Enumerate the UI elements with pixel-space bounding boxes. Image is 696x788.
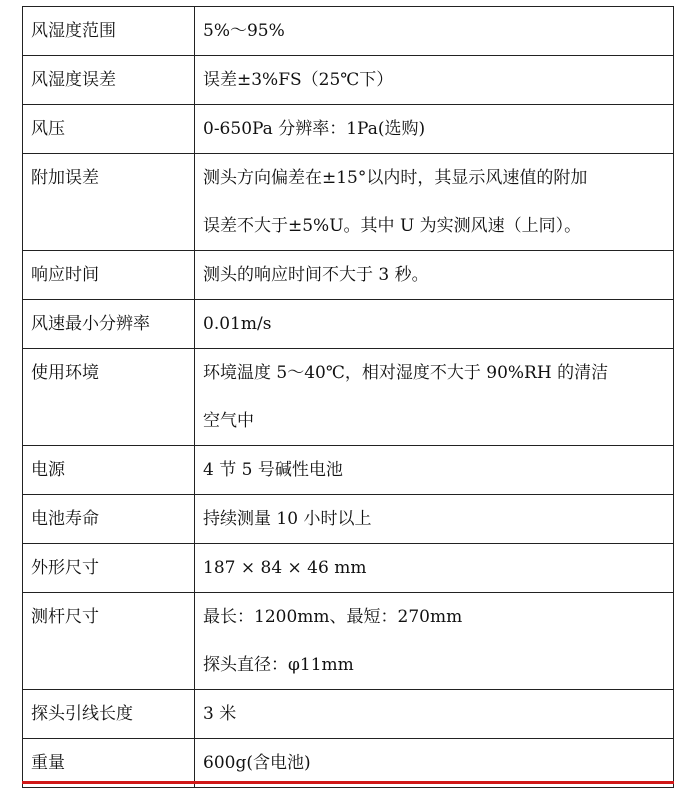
- spec-value: [195, 544, 674, 593]
- spec-value-line: 5%～95%: [203, 21, 285, 41]
- spec-label: 风湿度范围: [23, 7, 195, 56]
- spec-value: [195, 154, 674, 251]
- spec-value-line: 空气中: [203, 411, 254, 431]
- table-row: [23, 593, 674, 690]
- table-row: [23, 349, 674, 446]
- spec-value: [195, 251, 674, 300]
- spec-value: [195, 690, 674, 739]
- spec-value-line: 600g(含电池): [203, 753, 311, 773]
- spec-label: 响应时间: [23, 251, 195, 300]
- spec-table: [22, 6, 674, 788]
- spec-label: 测杆尺寸: [23, 593, 195, 690]
- spec-value-line: 最长：1200mm、最短：270mm: [203, 607, 463, 627]
- spec-value-line: 4 节 5 号碱性电池: [203, 460, 343, 480]
- table-row: [23, 251, 674, 300]
- spec-value-line: 测头的响应时间不大于 3 秒。: [203, 265, 429, 285]
- spec-table-body: [23, 7, 674, 788]
- spec-label: 电源: [23, 446, 195, 495]
- spec-value-line: 环境温度 5～40℃，相对湿度不大于 90%RH 的清洁: [203, 363, 609, 383]
- spec-label: 附加误差: [23, 154, 195, 251]
- table-row: [23, 154, 674, 251]
- spec-label: 电池寿命: [23, 495, 195, 544]
- table-row: [23, 690, 674, 739]
- spec-value: [195, 105, 674, 154]
- spec-value-line: 误差±3%FS（25℃下）: [203, 70, 394, 90]
- spec-value: [195, 300, 674, 349]
- spec-value-line: 0-650Pa 分辨率：1Pa(选购): [203, 119, 426, 139]
- spec-value: [195, 349, 674, 446]
- spec-value: [195, 593, 674, 690]
- spec-value: [195, 495, 674, 544]
- spec-value-line: 3 米: [203, 704, 237, 724]
- table-row: [23, 446, 674, 495]
- spec-label: 外形尺寸: [23, 544, 195, 593]
- spec-value-line: 误差不大于±5%U。其中 U 为实测风速（上同）。: [203, 216, 582, 236]
- spec-value-line: 187 × 84 × 46 mm: [203, 558, 367, 578]
- spec-value: [195, 446, 674, 495]
- table-row: [23, 56, 674, 105]
- spec-label: 风速最小分辨率: [23, 300, 195, 349]
- table-row: [23, 495, 674, 544]
- spec-label: 探头引线长度: [23, 690, 195, 739]
- spec-value-line: 持续测量 10 小时以上: [203, 509, 372, 529]
- table-row: [23, 544, 674, 593]
- spec-label: 风压: [23, 105, 195, 154]
- spec-value-line: 0.01m/s: [203, 314, 272, 334]
- table-row: [23, 7, 674, 56]
- table-row: [23, 105, 674, 154]
- spec-label: 风湿度误差: [23, 56, 195, 105]
- spec-value: [195, 7, 674, 56]
- spec-label: 使用环境: [23, 349, 195, 446]
- spec-value-line: 探头直径：φ11mm: [203, 655, 354, 675]
- spec-value: [195, 56, 674, 105]
- spec-label: 重量: [23, 739, 195, 788]
- spec-value-line: 测头方向偏差在±15°以内时，其显示风速值的附加: [203, 168, 588, 188]
- table-row: [23, 300, 674, 349]
